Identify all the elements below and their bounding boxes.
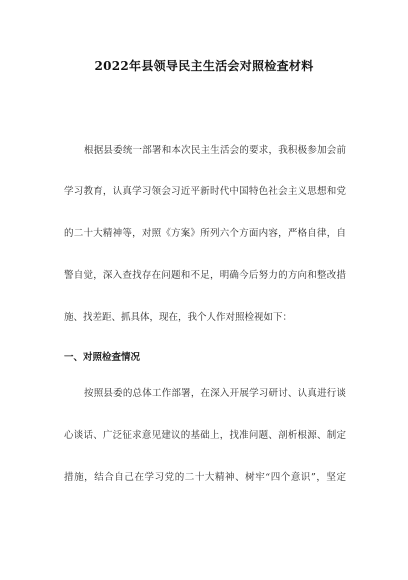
paragraph-1-line-4: 警自觉，深入查找存在问题和不足，明确今后努力的方向和整改措 — [64, 270, 346, 281]
paragraph-1-line-2: 学习教育，认真学习领会习近平新时代中国特色社会主义思想和党 — [64, 186, 346, 197]
section-1-line-2: 心谈话、广泛征求意见建议的基础上，找准问题、剖析根源、制定 — [64, 430, 346, 441]
document-title: 2022年县领导民主生活会对照检查材料 — [94, 59, 314, 73]
section-1-line-3: 措施，结合自己在学习党的二十大精神、树牢“四个意识”，坚定 — [64, 472, 346, 483]
paragraph-1-line-5: 施、找差距、抓具体，现在，我个人作对照检视如下： — [64, 312, 293, 323]
section-1-heading: 一、对照检查情况 — [64, 352, 141, 363]
section-1-line-1: 按照县委的总体工作部署，在深入开展学习研讨、认真进行谈 — [84, 388, 346, 399]
paragraph-1-line-1: 根据县委统一部署和本次民主生活会的要求，我积极参加会前 — [84, 145, 346, 156]
paragraph-1-line-3: 的二十大精神等，对照《方案》所列六个方面内容，严格自律，自 — [64, 228, 346, 239]
